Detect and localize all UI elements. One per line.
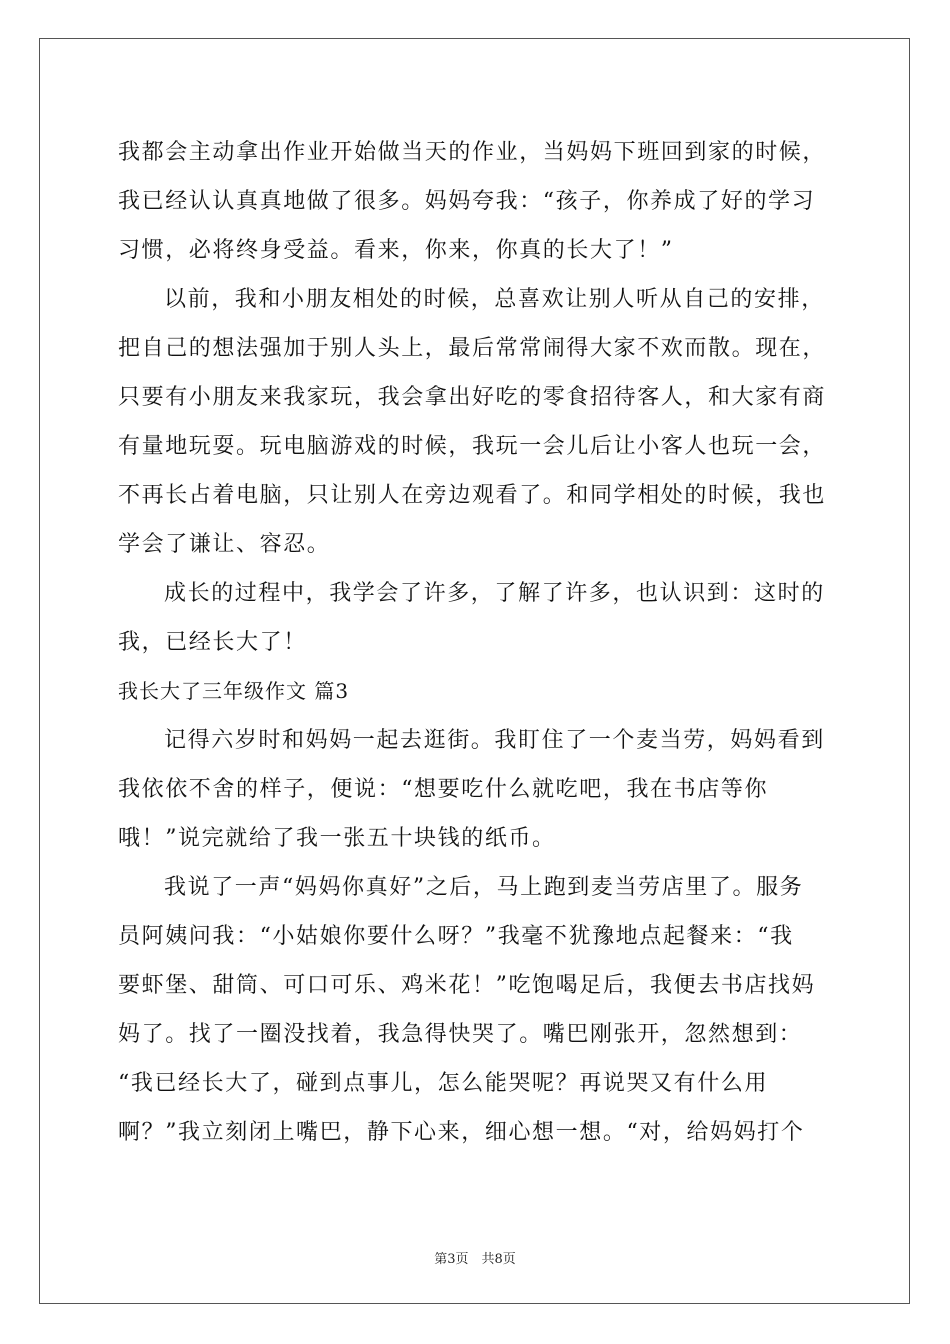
text-line: 我依依不舍的样子，便说：“想要吃什么就吃吧，我在书店等你 — [118, 777, 769, 802]
text-line: 成长的过程中，我学会了许多，了解了许多，也认识到：这时的 — [164, 581, 825, 606]
text-line: 我都会主动拿出作业开始做当天的作业，当妈妈下班回到家的时候， — [118, 140, 827, 165]
page-number: 第3页 共8页 — [434, 1252, 516, 1267]
text-line: 学会了谦让、容忍。 — [118, 532, 331, 557]
text-line: 有量地玩耍。玩电脑游戏的时候，我玩一会儿后让小客人也玩一会， — [118, 434, 827, 459]
text-line: 只要有小朋友来我家玩，我会拿出好吃的零食招待客人，和大家有商 — [118, 385, 827, 410]
document-body — [118, 128, 834, 1157]
text-line: 不再长占着电脑，只让别人在旁边观看了。和同学相处的时候，我也 — [118, 483, 827, 508]
text-line: 员阿姨问我：“小姑娘你要什么呀？”我毫不犹豫地点起餐来：“我 — [118, 924, 794, 949]
text-line: 以前，我和小朋友相处的时候，总喜欢让别人听从自己的安排， — [164, 287, 825, 312]
text-line: 记得六岁时和妈妈一起去逛街。我盯住了一个麦当劳，妈妈看到 — [164, 728, 825, 753]
text-line: 我，已经长大了！ — [118, 630, 307, 655]
text-line: 我说了一声“妈妈你真好”之后，马上跑到麦当劳店里了。服务 — [164, 875, 804, 900]
text-line: 要虾堡、甜筒、可口可乐、鸡米花！”吃饱喝足后，我便去书店找妈 — [118, 973, 816, 998]
text-line: 我已经认认真真地做了很多。妈妈夸我：“孩子，你养成了好的学习 — [118, 189, 816, 214]
text-line: “我已经长大了，碰到点事儿，怎么能哭呢？再说哭又有什么用 — [118, 1071, 769, 1096]
text-line: 啊？”我立刻闭上嘴巴，静下心来，细心想一想。“对，给妈妈打个 — [118, 1120, 805, 1145]
text-line: 哦！”说完就给了我一张五十块钱的纸币。 — [118, 826, 556, 851]
section-heading: 我长大了三年级作文 篇3 — [118, 679, 350, 703]
text-line: 妈了。找了一圈没找着，我急得快哭了。嘴巴刚张开，忽然想到： — [118, 1022, 803, 1047]
text-line: 习惯，必将终身受益。看来，你来，你真的长大了！” — [118, 238, 674, 263]
text-line: 把自己的想法强加于别人头上，最后常常闹得大家不欢而散。现在， — [118, 336, 827, 361]
